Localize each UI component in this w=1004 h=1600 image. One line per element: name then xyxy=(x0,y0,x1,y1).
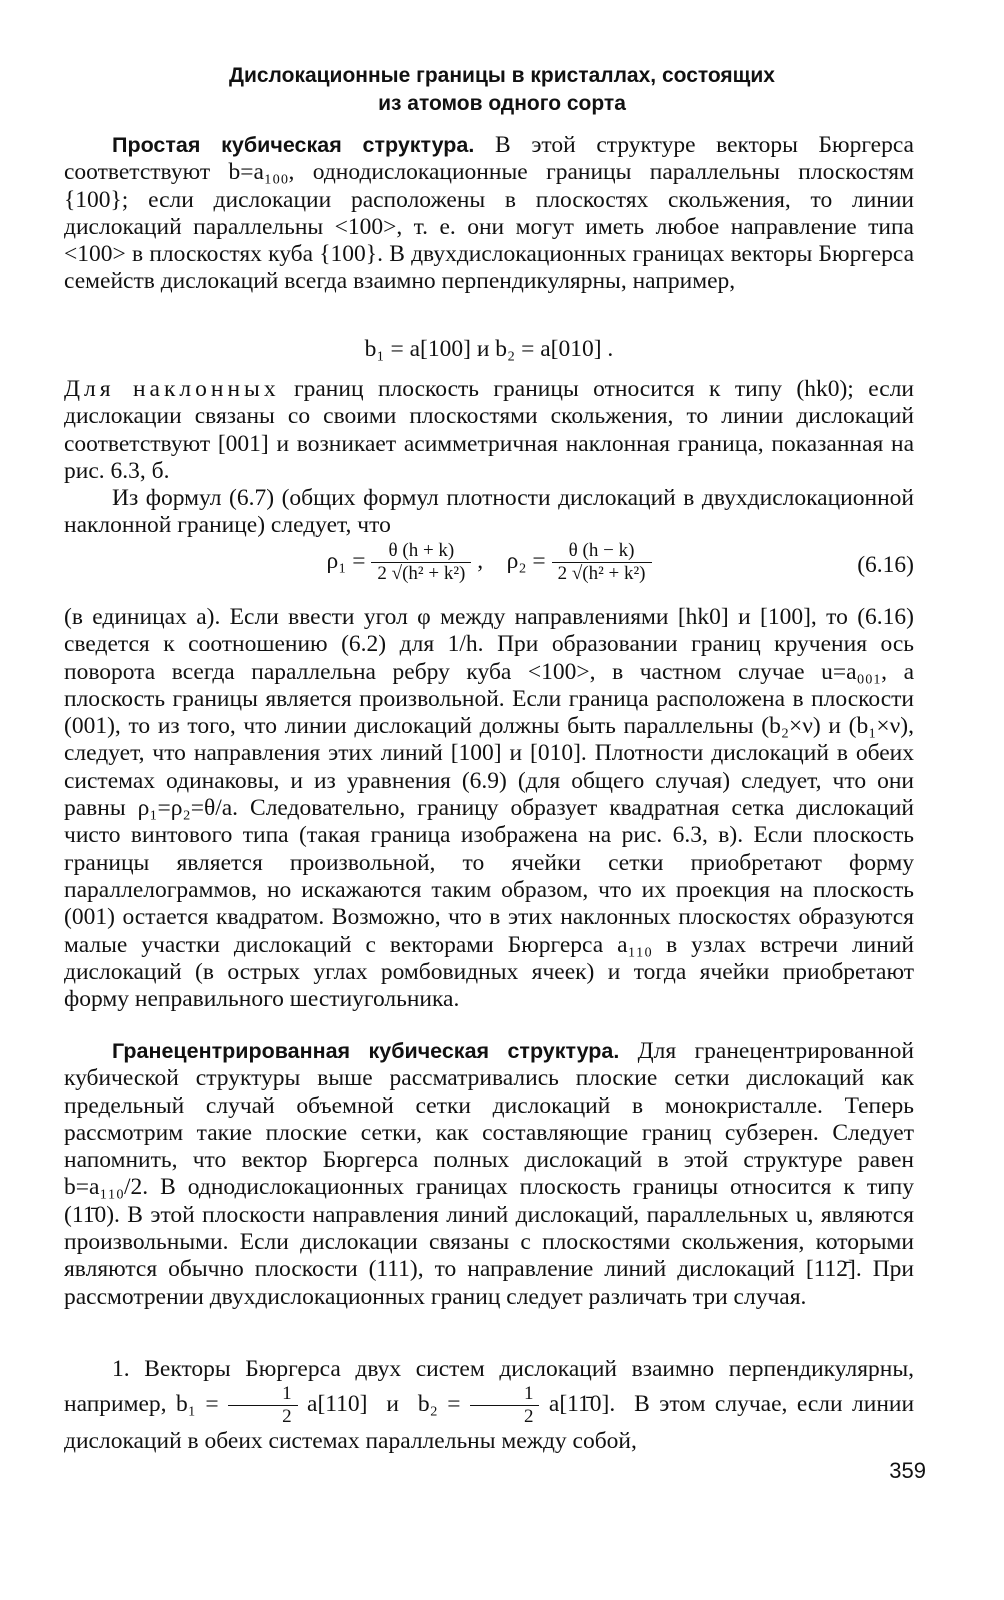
paragraph-twist-boundaries xyxy=(64,604,914,1013)
formula-6-16: ρ₁ = $\frac{\theta (h + k)}{\text{2 √(h² + k²)}}$ , ρ₂ = $\frac{\theta (h - k)}{\text{2 √(h² + k²)}}$ (6.16) xyxy=(326,540,914,584)
paragraph-text: Для гранецентрированной кубической структуры выше рассматривались плоские сетки дислокаций как предельный случай объемной сетки дислокаций в монокристалле. Теперь рассмотрим такие плоские сетки, как составляющие границ субзерен. Следует напомнить, что вектор Бюргерса полных дислокаций в этой структуре равен b=a₁₁₀/2. В однодислокационных границах плоскость границы относится к типу (11̄0). В этой плоскости направления линий дислокаций, параллельных u, являются произвольными. Если дислокации связаны с плоскостями скольжения, которыми являются обычно плоскости (111), то направление линий дислокаций [112̄]. При рассмотрении двухдислокационных границ следует различать три случая. xyxy=(64,1038,914,1310)
paragraph-text: если линии дислокаций в обеих системах параллельны между собой, xyxy=(64,1391,915,1455)
title-line-1: Дислокационные границы в кристаллах, состоящих xyxy=(229,64,775,87)
paragraph-text: Из формул (6.7) (общих формул плотности дислокаций в двухдислокационной наклонной границе) следует, что xyxy=(64,485,914,539)
rho2-label: ρ₂ = xyxy=(506,547,546,574)
paragraph-text: В этой структуре векторы Бюргерса соответствуют b=a₁₀₀, однодислокационные границы параллельны плоскостям {100}; если дислокации расположены в плоскостях скольжения, то линии дислокаций параллельны <100>, т. е. они могут иметь любое направление типа <100> в плоскостях куба {100}. В двухдислокационных границах векторы Бюргерса семейств дислокаций всегда взаимно перпендикулярны, например, xyxy=(64,132,914,295)
formula-text: b₁ = a[100] и b₂ = a[010] . xyxy=(364,336,614,362)
paragraph-text: (в единицах a). Если ввести угол φ между направлениями [hk0] и [100], то (6.16) сведется к соотношению (6.2) для 1/h. При образовании границ кручения ось поворота всегда параллельна ребру куба <100>, в частном случае u=a₀₀₁, а плоскость границы является произвольной. Если граница расположена в плоскости (001), то из того, что линии дислокаций должны быть параллельны (b₂×ν) и (b₁×ν), следует, что направления этих линий [100] и [010]. Плотности дислокаций в обеих системах одинаковы, и из уравнения (6.9) (для общего случая) следует, что они равны ρ₁=ρ₂=θ/a. Следовательно, границу образует квадратная сетка дислокаций чисто винтового типа (такая граница изображена на рис. 6.3, в). Если плоскость границы является произвольной, то ячейки сетки приобретают форму параллелограммов, но искажаются таким образом, что их проекция на плоскость (001) остается квадратом. Возможно, что в этих наклонных плоскостях образуются малые участки дислокаций с векторами Бюргерса a₁₁₀ в узлах встречи линий дислокаций (в острых углах ромбовидных ячеек) и тогда ячейки приобретают форму неправильного шестиугольника. xyxy=(64,604,914,1013)
denominator: 2 √(h² + k²) xyxy=(377,563,466,584)
paragraph-simple-cubic xyxy=(64,132,914,296)
fraction-one-half xyxy=(470,1383,540,1428)
fraction-one-half xyxy=(228,1383,298,1428)
denominator: 2 xyxy=(523,1406,534,1428)
rho1-label: ρ₁ = xyxy=(326,547,366,574)
paragraph-text: границ плоскость границы относится к типу (hk0); если дислокации связаны со своими плоскостями скольжения, то линии дислокаций соответствуют [001] и возникает асимметричная наклонная граница, показанная на рис. 6.3, б. xyxy=(64,376,914,484)
numerator: θ (h + k) xyxy=(371,540,471,563)
subheading-fcc: Гранецентрированная кубическая структура. xyxy=(112,1039,620,1063)
numerator: 1 xyxy=(470,1383,540,1406)
fraction-rho1 xyxy=(371,540,471,585)
paragraph-text: 1. Векторы Бюргерса двух систем дислокаций взаимно перпендикулярны, например, xyxy=(64,1356,914,1418)
numerator: θ (h − k) xyxy=(552,540,652,563)
subheading-simple-cubic: Простая кубическая структура. xyxy=(112,133,475,157)
section-title xyxy=(60,62,944,118)
spaced-phrase: Для наклонных xyxy=(64,376,280,402)
title-line-2: из атомов одного сорта xyxy=(378,92,626,115)
b1-label: b₁ = xyxy=(175,1391,219,1418)
paragraph-fcc xyxy=(64,1038,914,1311)
denominator: 2 xyxy=(282,1406,292,1428)
paragraph-text: В этом случае, xyxy=(634,1391,788,1418)
paragraph-tilt-boundaries xyxy=(64,376,914,540)
page-number: 359 xyxy=(889,1458,926,1483)
denominator: 2 √(h² + k²) xyxy=(557,563,646,584)
b2-label: b₂ = xyxy=(417,1391,461,1418)
numerator: 1 xyxy=(228,1383,298,1406)
equation-number: (6.16) xyxy=(857,552,914,578)
a-vector-1: a[110] xyxy=(307,1391,368,1418)
a-vector-2: a[11̄0]. xyxy=(548,1391,616,1418)
formula-burgers-vectors xyxy=(64,336,914,363)
fraction-rho2 xyxy=(552,540,652,585)
conjunction: и xyxy=(386,1391,399,1418)
paragraph-case-1 xyxy=(64,1356,914,1456)
